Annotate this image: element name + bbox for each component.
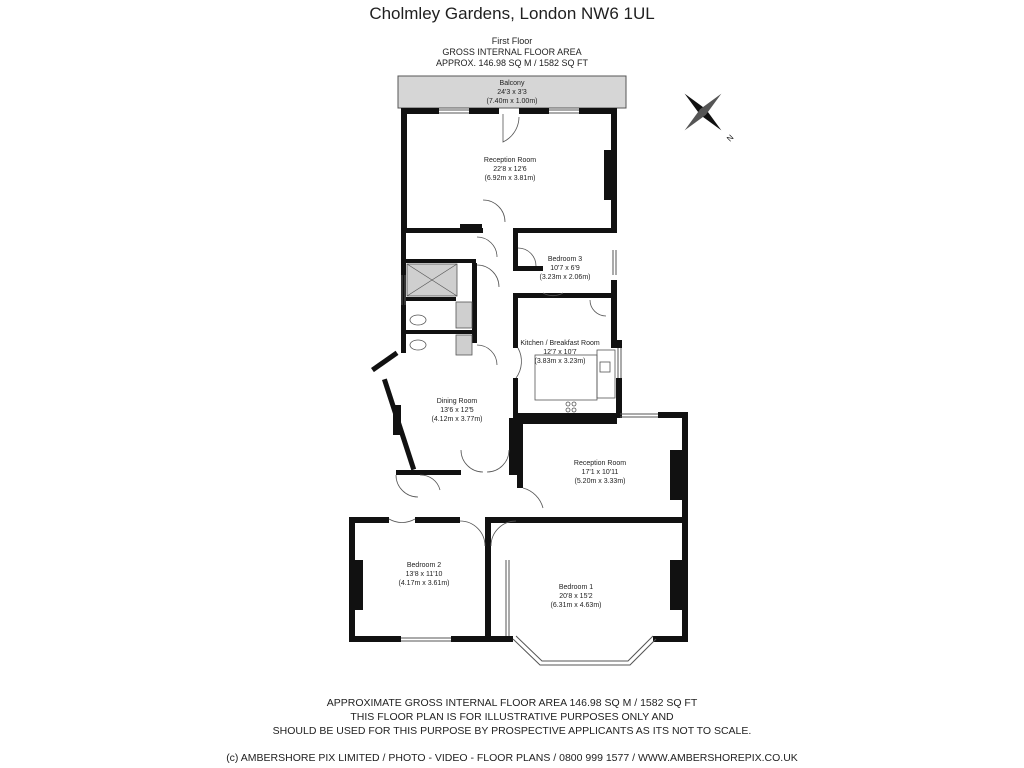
disclaimer-line-3: SHOULD BE USED FOR THIS PURPOSE BY PROSPECTIVE APPLICANTS AS ITS NOT TO SCALE. (272, 725, 752, 737)
room-metric: (4.17m x 3.61m) (398, 580, 450, 587)
room-label-bedroom-1 (551, 584, 602, 609)
area-label: GROSS INTERNAL FLOOR AREA (442, 47, 582, 57)
disclaimer-line-2: THIS FLOOR PLAN IS FOR ILLUSTRATIVE PURPOSES ONLY AND (350, 711, 674, 723)
room-imperial: 13'8 x 11'10 (405, 571, 443, 578)
room-metric: (7.40m x 1.00m) (486, 98, 538, 105)
room-name: Bedroom 1 (558, 584, 594, 591)
room-name: Reception Room (573, 460, 627, 467)
copyright-notice: (c) AMBERSHORE PIX LIMITED / PHOTO - VIDEO - FLOOR PLANS / 0800 999 1577 / WWW.AMBERSHOREPIX.CO.UK (226, 752, 798, 764)
room-label-kitchen (520, 340, 600, 365)
room-metric: (5.20m x 3.33m) (574, 478, 626, 485)
floor-name: First Floor (491, 36, 533, 46)
room-imperial: 12'7 x 10'7 (543, 349, 577, 356)
room-metric: (6.92m x 3.81m) (484, 175, 536, 182)
disclaimer (0, 696, 1024, 738)
room-name: Kitchen / Breakfast Room (520, 340, 600, 347)
room-metric: (4.12m x 3.77m) (431, 416, 483, 423)
room-name: Bedroom 3 (547, 256, 583, 263)
room-imperial: 17'1 x 10'11 (581, 469, 619, 476)
room-imperial: 24'3 x 3'3 (497, 89, 527, 96)
room-label-bedroom-2 (399, 562, 450, 587)
area-value: APPROX. 146.98 SQ M / 1582 SQ FT (435, 58, 589, 68)
compass-north-label: N (725, 132, 736, 144)
room-label-bedroom-3 (540, 256, 591, 281)
disclaimer-line-1: APPROXIMATE GROSS INTERNAL FLOOR AREA 146.98 SQ M / 1582 SQ FT (326, 697, 698, 709)
walls (349, 108, 688, 642)
room-imperial: 22'8 x 12'6 (493, 166, 527, 173)
plan-title: Cholmley Gardens, London NW6 1UL (369, 4, 655, 23)
room-label-reception-room-1 (484, 157, 536, 182)
room-label-reception-room-2 (574, 460, 626, 485)
compass-rose-icon (682, 91, 736, 144)
bay-window (513, 636, 656, 665)
room-metric: (6.31m x 4.63m) (550, 602, 602, 609)
room-name: Bedroom 2 (406, 562, 442, 569)
room-name: Reception Room (483, 157, 537, 164)
room-name: Balcony (499, 80, 525, 87)
room-name: Dining Room (436, 398, 478, 405)
room-imperial: 13'6 x 12'5 (440, 407, 474, 414)
room-imperial: 10'7 x 6'9 (550, 265, 580, 272)
room-metric: (3.83m x 3.23m) (534, 358, 586, 365)
bathroom-fixtures (407, 264, 472, 355)
room-metric: (3.23m x 2.06m) (539, 274, 591, 281)
room-label-dining-room (432, 398, 483, 423)
room-imperial: 20'8 x 15'2 (559, 593, 593, 600)
